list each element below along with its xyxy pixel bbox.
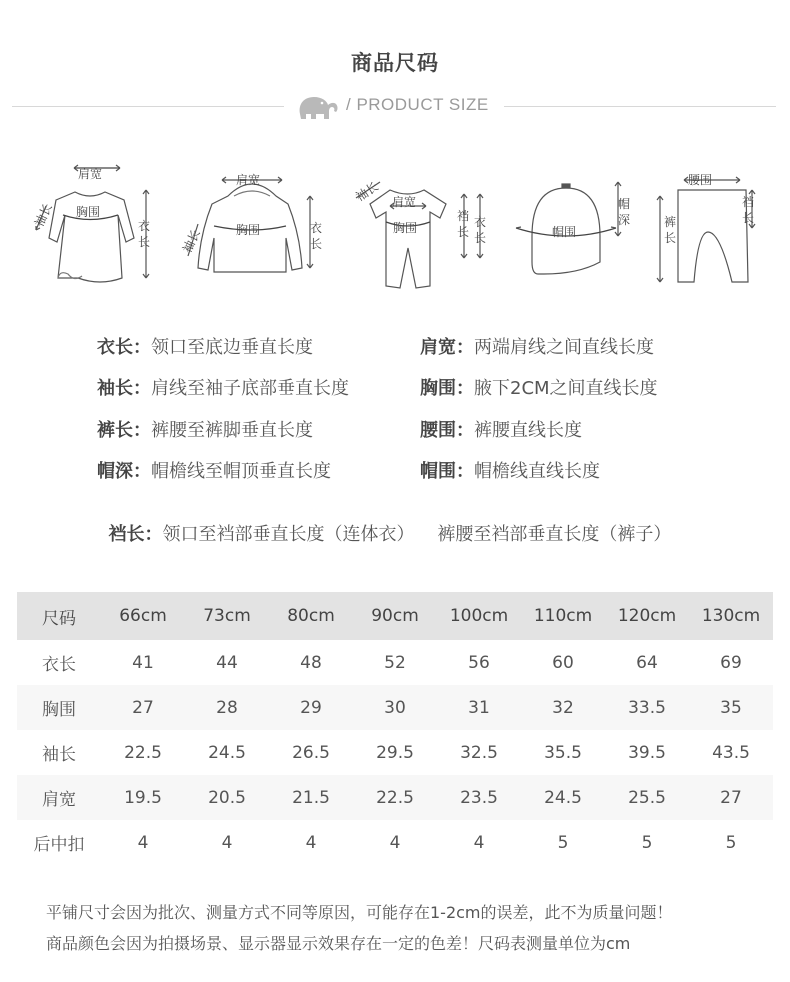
table-cell: 52 — [384, 652, 406, 673]
definition-chest: 胸围：腋下2CM之间直线长度 — [420, 378, 658, 399]
pants-label-length-2: 长 — [664, 231, 677, 245]
table-cell: 41 — [132, 652, 154, 673]
table-cell: 29 — [300, 697, 322, 718]
table-cell: 35.5 — [544, 742, 582, 763]
definition-sleeve: 袖长：肩线至袖子底部垂直长度 — [97, 378, 349, 399]
table-cell: 19.5 — [124, 787, 162, 808]
dress-label-sleeve: 袖长 — [32, 201, 55, 230]
definition-pants-length: 裤长：裤腰至裤脚垂直长度 — [97, 420, 313, 441]
row-label: 肩宽 — [42, 790, 76, 810]
table-cell: 4 — [221, 832, 233, 853]
romper-label-crotch-2: 长 — [457, 225, 470, 239]
definition-hat-circumference: 帽围：帽檐线直线长度 — [420, 461, 600, 482]
pants-label-crotch-1: 裆 — [742, 195, 755, 209]
table-cell: 39.5 — [628, 742, 666, 763]
definition-crotch: 裆长：领口至裆部垂直长度（连体衣） 裤腰至裆部垂直长度（裤子） — [108, 524, 672, 545]
hoodie-diagram — [178, 164, 328, 294]
pants-label-waist: 腰围 — [688, 173, 713, 187]
pants-diagram — [650, 170, 770, 295]
romper-label-crotch-1: 裆 — [457, 209, 470, 223]
hoodie-label-length-1: 衣 — [310, 221, 323, 235]
table-row — [17, 775, 773, 820]
table-cell: 5 — [725, 832, 737, 853]
table-cell: 69 — [720, 652, 742, 673]
table-cell: 30 — [384, 697, 406, 718]
dress-label-chest: 胸围 — [76, 205, 101, 219]
table-row — [17, 820, 773, 865]
definition-length: 衣长：领口至底边垂直长度 — [97, 337, 313, 358]
table-cell: 22.5 — [124, 742, 162, 763]
dress-label-length-2: 长 — [138, 235, 151, 249]
table-cell: 4 — [473, 832, 485, 853]
table-cell: 26.5 — [292, 742, 330, 763]
table-header-row — [17, 592, 773, 640]
romper-label-shoulder: 肩宽 — [392, 195, 417, 209]
definition-hat-depth: 帽深：帽檐线至帽顶垂直长度 — [97, 461, 331, 482]
table-cell: 44 — [216, 652, 238, 673]
hat-label-circumference: 帽围 — [552, 225, 577, 239]
table-cell: 29.5 — [376, 742, 414, 763]
row-label: 胸围 — [42, 700, 76, 720]
row-label: 后中扣 — [33, 835, 85, 855]
table-cell: 24.5 — [208, 742, 246, 763]
romper-label-length-2: 长 — [474, 231, 487, 245]
table-cell: 4 — [305, 832, 317, 853]
table-row — [17, 640, 773, 685]
table-cell: 32 — [552, 697, 574, 718]
table-cell: 31 — [468, 697, 490, 718]
size-table — [17, 592, 773, 865]
table-header-cell: 90cm — [371, 606, 419, 626]
table-cell: 27 — [720, 787, 742, 808]
table-cell: 33.5 — [628, 697, 666, 718]
dress-label-length-1: 衣 — [138, 219, 151, 233]
table-row — [17, 685, 773, 730]
table-cell: 48 — [300, 652, 322, 673]
table-cell: 56 — [468, 652, 490, 673]
romper-label-chest: 胸围 — [393, 221, 418, 235]
dress-diagram — [30, 160, 160, 290]
header-divider-left — [12, 106, 284, 107]
table-cell: 4 — [389, 832, 401, 853]
definition-shoulder: 肩宽：两端肩线之间直线长度 — [420, 337, 654, 358]
pants-label-crotch-2: 长 — [742, 211, 755, 225]
table-cell: 22.5 — [376, 787, 414, 808]
table-cell: 28 — [216, 697, 238, 718]
dress-label-shoulder: 肩宽 — [78, 167, 103, 181]
hoodie-label-shoulder: 肩宽 — [236, 173, 261, 187]
romper-label-sleeve: 袖长 — [353, 179, 381, 205]
table-header-cell: 110cm — [533, 606, 593, 626]
table-cell: 27 — [132, 697, 154, 718]
page-subtitle: / PRODUCT SIZE — [346, 95, 489, 114]
table-row — [17, 730, 773, 775]
table-header-cell: 73cm — [203, 606, 251, 626]
table-cell: 60 — [552, 652, 574, 673]
row-label: 衣长 — [42, 655, 76, 675]
table-cell: 21.5 — [292, 787, 330, 808]
hoodie-label-length-2: 长 — [310, 237, 323, 251]
hoodie-label-chest: 胸围 — [236, 223, 261, 237]
table-cell: 32.5 — [460, 742, 498, 763]
table-header-cell: 130cm — [701, 606, 761, 626]
table-cell: 5 — [641, 832, 653, 853]
table-cell: 43.5 — [712, 742, 750, 763]
table-cell: 64 — [636, 652, 658, 673]
table-cell: 25.5 — [628, 787, 666, 808]
table-cell: 23.5 — [460, 787, 498, 808]
table-cell: 4 — [137, 832, 149, 853]
hoodie-label-sleeve: 袖长 — [180, 227, 203, 256]
hat-diagram — [508, 178, 638, 288]
elephant-icon — [296, 92, 342, 122]
hat-label-depth-2: 深 — [618, 213, 631, 227]
table-header-cell: 100cm — [449, 606, 509, 626]
definition-waist: 腰围：裤腰直线长度 — [420, 420, 582, 441]
pants-label-length-1: 裤 — [664, 215, 677, 229]
hat-label-depth-1: 帽 — [618, 197, 631, 211]
romper-label-length-1: 衣 — [474, 215, 487, 229]
table-header-cell: 120cm — [617, 606, 677, 626]
header-divider-right — [504, 106, 776, 107]
table-header-cell: 66cm — [119, 606, 167, 626]
table-cell: 5 — [557, 832, 569, 853]
table-header-cell: 80cm — [287, 606, 335, 626]
page-title: 商品尺码 — [351, 51, 439, 75]
table-cell: 35 — [720, 697, 742, 718]
table-cell: 24.5 — [544, 787, 582, 808]
note-measurement-error: 平铺尺寸会因为批次、测量方式不同等原因，可能存在1-2cm的误差，此不为质量问题！ — [46, 903, 673, 922]
table-cell: 20.5 — [208, 787, 246, 808]
row-label: 袖长 — [42, 745, 76, 765]
size-diagrams — [0, 160, 790, 295]
romper-diagram — [350, 170, 500, 295]
note-color-unit: 商品颜色会因为拍摄场景、显示器显示效果存在一定的色差！尺码表测量单位为cm — [46, 934, 631, 953]
table-header-cell: 尺码 — [42, 608, 76, 629]
